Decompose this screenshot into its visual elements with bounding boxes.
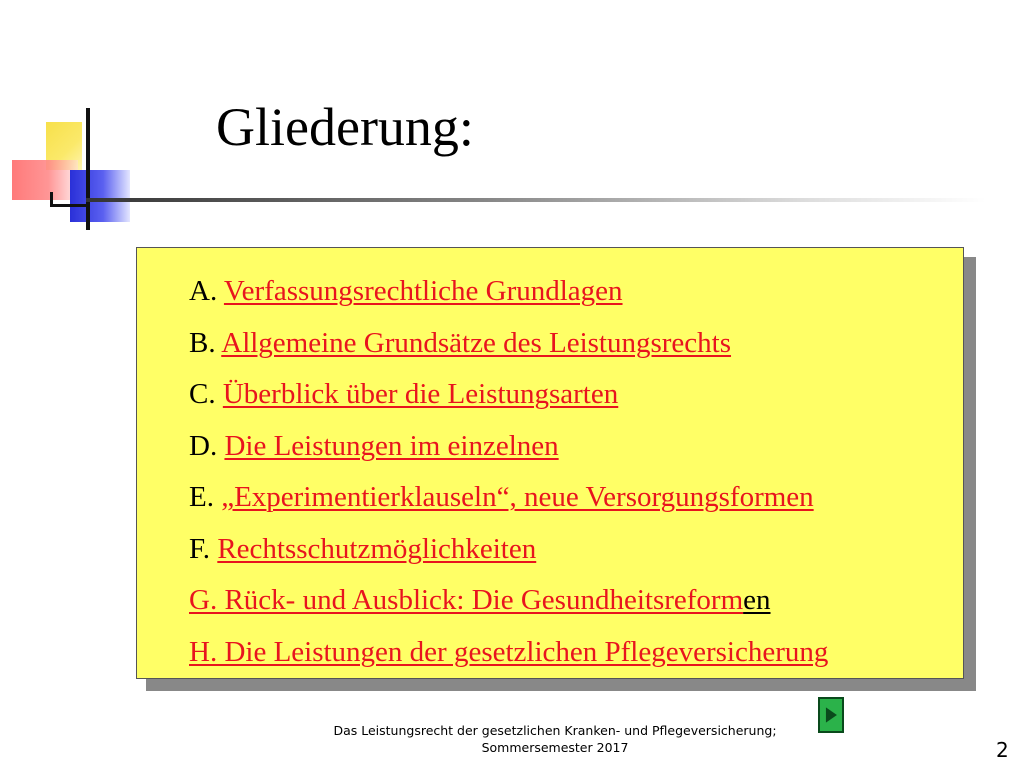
agenda-item-h [189,627,828,679]
agenda-item-e [189,472,828,524]
agenda-item-b [189,318,828,370]
page-number: 2 [996,738,1009,762]
logo-vertical-line [86,108,90,230]
header-divider [86,198,986,202]
agenda-link-c[interactable]: Überblick über die Leistungsarten [222,378,619,410]
logo-red-square [12,160,78,200]
logo-short-horizontal-line [50,204,90,207]
next-slide-button[interactable] [818,697,844,733]
agenda-item-prefix: C. [189,378,223,410]
agenda-link-h[interactable]: H. Die Leistungen der gesetzlichen Pflegeversicherung [189,635,829,668]
agenda-item-prefix: F. [189,532,218,565]
agenda-item-c [189,369,828,421]
slide-footer [310,722,800,756]
agenda-item-a [189,266,828,318]
logo-blue-square [70,170,130,222]
agenda-link-e[interactable]: „Experimentierklauseln“, neue Versorgungsformen [221,481,814,513]
agenda-link-g[interactable]: G. Rück- und Ausblick: Die Gesundheitsreform [189,584,744,616]
agenda-link-d[interactable]: Die Leistungen im einzelnen [224,429,559,462]
agenda-link-b[interactable]: Allgemeine Grundsätze des Leistungsrechts [221,326,732,359]
agenda-item-tail: en [743,584,771,616]
agenda-link-f[interactable]: Rechtsschutzmöglichkeiten [217,532,537,565]
agenda-box [136,247,964,679]
decorative-logo [0,100,150,240]
agenda-item-prefix: A. [189,275,224,307]
agenda-item-d [189,421,828,473]
footer-line-2: Sommersemester 2017 [481,740,629,755]
agenda-item-g [189,575,828,627]
play-arrow-icon [820,699,842,731]
slide-title: Gliederung: [216,97,474,157]
agenda-item-prefix: B. [189,326,222,359]
agenda-list [189,266,828,678]
agenda-item-prefix: E. [189,481,222,513]
agenda-item-prefix: D. [189,429,225,462]
agenda-item-f [189,524,828,576]
agenda-link-a[interactable]: Verfassungsrechtliche Grundlagen [223,275,623,307]
footer-line-1: Das Leistungsrecht der gesetzlichen Kranken- und Pflegeversicherung; [333,723,777,738]
